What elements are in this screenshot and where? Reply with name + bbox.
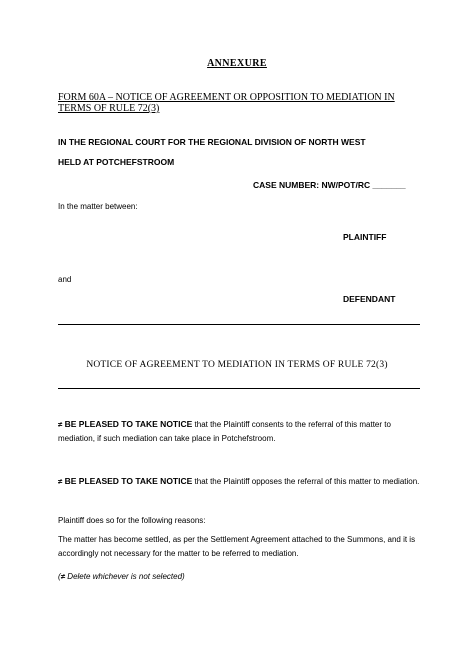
consent-paragraph bbox=[58, 417, 420, 446]
and-label: and bbox=[58, 275, 72, 284]
select-mark-icon: ≠ bbox=[60, 572, 66, 581]
plaintiff-label: PLAINTIFF bbox=[343, 232, 387, 242]
notice-phrase: BE PLEASED TO TAKE NOTICE bbox=[64, 419, 193, 429]
notice-phrase: BE PLEASED TO TAKE NOTICE bbox=[64, 476, 193, 486]
consent-text: that the Plaintiff consents to the referral of this matter to mediation, if such mediation can take place in Potchefstroom. bbox=[58, 420, 391, 443]
footnote: (≠ Delete whichever is not selected) bbox=[58, 572, 185, 581]
select-mark-icon: ≠ bbox=[58, 420, 63, 429]
oppose-paragraph bbox=[58, 474, 420, 489]
top-divider bbox=[58, 324, 420, 325]
annexure-title: ANNEXURE bbox=[207, 58, 267, 69]
reasons-intro: Plaintiff does so for the following reasons: bbox=[58, 516, 206, 525]
case-number: CASE NUMBER: NW/POT/RC _______ bbox=[253, 180, 406, 190]
oppose-text: that the Plaintiff opposes the referral of this matter to mediation. bbox=[192, 477, 420, 486]
bottom-divider bbox=[58, 388, 420, 389]
notice-title: NOTICE OF AGREEMENT TO MEDIATION IN TERMS OF RULE 72(3) bbox=[86, 360, 388, 370]
form-title: FORM 60A – NOTICE OF AGREEMENT OR OPPOSITION TO MEDIATION IN TERMS OF RULE 72(3) bbox=[58, 92, 395, 114]
court-line: IN THE REGIONAL COURT FOR THE REGIONAL DIVISION OF NORTH WEST bbox=[58, 137, 366, 147]
select-mark-icon: ≠ bbox=[58, 477, 63, 486]
matter-between: In the matter between: bbox=[58, 202, 138, 211]
held-line: HELD AT POTCHEFSTROOM bbox=[58, 157, 175, 167]
defendant-label: DEFENDANT bbox=[343, 294, 396, 304]
reason-text: The matter has become settled, as per the Settlement Agreement attached to the Summons, and it is accordingly not necessary for the matter to be referred to mediation. bbox=[58, 535, 416, 558]
